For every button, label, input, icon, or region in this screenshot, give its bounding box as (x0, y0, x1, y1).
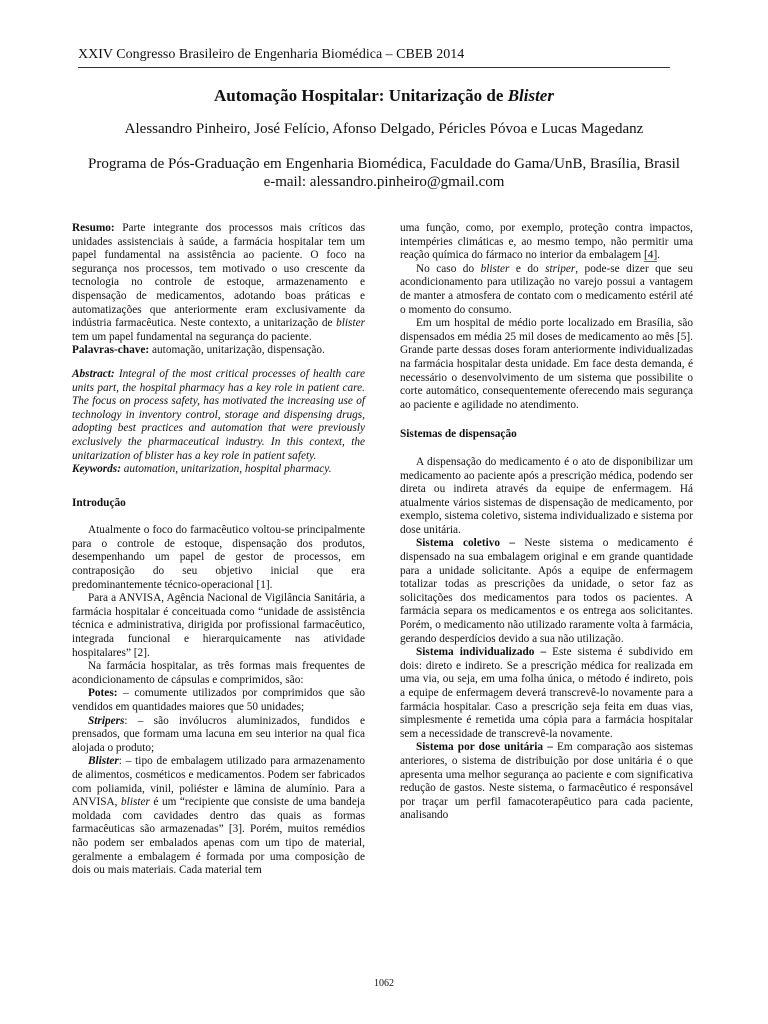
palavras-chave: Palavras-chave: automação, unitarização, dispensação. (72, 344, 325, 357)
right-paragraph-3: Em um hospital de médio porte localizado em Brasília, são dispensados em média 25 mil doses de medicamento ao mês [5]. Grande parte dessas doses foram anteriormente individualizadas na farmácia hospitalar desta unidade. Em face desta demanda, é necessário o desenvolvimento de um sistema que possibilite o corte automático, consequentemente oferecendo mais segurança ao paciente e agilidade no atendimento. (400, 317, 693, 411)
citation-link[interactable]: [4] (644, 249, 658, 262)
affiliation (0, 155, 768, 191)
left-column (72, 222, 365, 878)
intro-blister: Blister: – tipo de embalagem utilizado para armazenamento de alimentos, cosméticos e medicamentos. Podem ser fabricados com poliamida, vinil, poliéster e lâmina de alumínio. Para a ANVISA, blister é um “recipiente que consiste de uma bandeja moldada com cavidades dentro das quais as formas farmacêuticas são armazenadas” [3]. Porém, muitos remédios não podem ser embalados apenas com um tipo de material, geralmente a embalagem é formada por uma composição de dois ou mais materiais. Cada material tem (72, 755, 365, 877)
resumo-paragraph: Resumo: Parte integrante dos processos mais críticos das unidades assistenciais à saúde, a farmácia hospitalar tem um papel fundamental na assistência ao paciente. O foco na segurança nos processos, tem motivado o uso crescente da tecnologia no controle de estoque, armazenamento e dispensação de medicamentos, adotando boas práticas e automatizações que anteriormente eram exclusivamente da indústria farmacêutica. Neste contexto, a unitarização de blister tem um papel fundamental na segurança do paciente. (72, 222, 365, 343)
page-number: 1062 (374, 978, 394, 989)
intro-paragraph-3: Na farmácia hospitalar, as três formas mais frequentes de acondicionamento de cápsulas e comprimidos, são: (72, 660, 365, 686)
conference-header: XXIV Congresso Brasileiro de Engenharia Biomédica – CBEB 2014 (78, 47, 465, 62)
right-paragraph-1: uma função, como, por exemplo, proteção contra impactos, intempéries climáticas e, ao mesmo tempo, não permitir uma reação química do fármaco no interior da embalagem [4]. (400, 222, 693, 262)
abstract-paragraph: Abstract: Integral of the most critical processes of health care units part, the hospital pharmacy has a key role in patient care. The focus on process safety, has motivated the increasing use of technology in inventory control, storage and dispensing drugs, adopting best practices and automation that were previously exclusively the pharmaceutical industry. In this context, the unitarization of blister has a key role in patient safety. (72, 367, 365, 462)
sistema-dose-unitaria: Sistema por dose unitária – Em comparação aos sistemas anteriores, o sistema de distribuição por dose unitária é o que apresenta uma melhor segurança ao paciente e com significativa redução de gastos. Neste sistema, o farmacêutico é responsável por traçar um perfil famacoterapêutico para cada paciente, analisando (400, 741, 693, 822)
right-column (400, 222, 693, 823)
section-heading-introducao: Introdução (72, 496, 126, 509)
header-rule (78, 67, 670, 68)
author-email: e-mail: alessandro.pinheiro@gmail.com (263, 174, 505, 190)
section-heading-dispensacao: Sistemas de dispensação (400, 428, 517, 441)
intro-paragraph-1: Atualmente o foco do farmacêutico voltou-se principalmente para o controle de estoque, dispensação dos produtos, desempenhando um papel de gestor de processos, em contraposição do seu objetivo inicial que era predominantemente técnico-operacional [1]. (72, 524, 365, 591)
keywords: Keywords: automation, unitarization, hospital pharmacy. (72, 463, 332, 476)
sistema-individualizado: Sistema individualizado – Este sistema é subdivido em dois: direto e indireto. Se a prescrição médica for realizada em uma via, ou seja, em uma folha única, o método é indireto, pois a equipe de enfermagem deverá transcrevê-lo novamente para a farmácia hospitalar. Caso a prescrição seja feita em duas vias, simplesmente é remetida uma cópia para a farmácia hospitalar sem a necessidade de transcrevê-la novamente. (400, 646, 693, 740)
intro-paragraph-2: Para a ANVISA, Agência Nacional de Vigilância Sanitária, a farmácia hospitalar é conceituada como “unidade de assistência técnica e administrativa, dirigida por profissional farmacêutico, integrada funcional e hierarquicamente nas atividade hospitalares” [2]. (72, 592, 365, 659)
paper-title: Automação Hospitalar: Unitarização de Blister (214, 86, 554, 105)
affiliation-institution: Programa de Pós-Graduação em Engenharia Biomédica, Faculdade do Gama/UnB, Brasília, Brasil (88, 156, 680, 172)
intro-potes: Potes: – comumente utilizados por comprimidos que são vendidos em quantidades maiores que 50 unidades; (72, 687, 365, 713)
dispensacao-paragraph: A dispensação do medicamento é o ato de disponibilizar um medicamento ao paciente após a prescrição médica, podendo ser direta ou indireta através da equipe de enfermagem. Há atualmente vários sistemas de dispensação de medicamento, por exemplo, sistema coletivo, sistema individualizado e sistema por dose unitária. (400, 455, 693, 536)
sistema-coletivo: Sistema coletivo – Neste sistema o medicamento é dispensado na sua embalagem original e em grande quantidade para a unidade solicitante. Após a equipe de enfermagem totalizar todas as prescrições da unidade, o setor faz as solicitações dos medicamentos para todos os pacientes. A farmácia separa os medicamentos e os entrega aos solicitantes. Porém, o medicamento não utilizado raramente volta à farmácia, gerando desperdícios devido a sua não utilização. (400, 537, 693, 645)
intro-stripers: Stripers: – são invólucros aluminizados, fundidos e prensados, que formam uma lacuna em seu interior na qual fica alojada o produto; (72, 714, 365, 754)
right-paragraph-2: No caso do blister e do striper, pode-se dizer que seu acondicionamento para utilização no varejo possui a vantagem de manter a atmosfera de contato com o medicamento estéril até o momento do consumo. (400, 262, 693, 316)
author-list: Alessandro Pinheiro, José Felício, Afonso Delgado, Péricles Póvoa e Lucas Magedanz (124, 121, 644, 137)
